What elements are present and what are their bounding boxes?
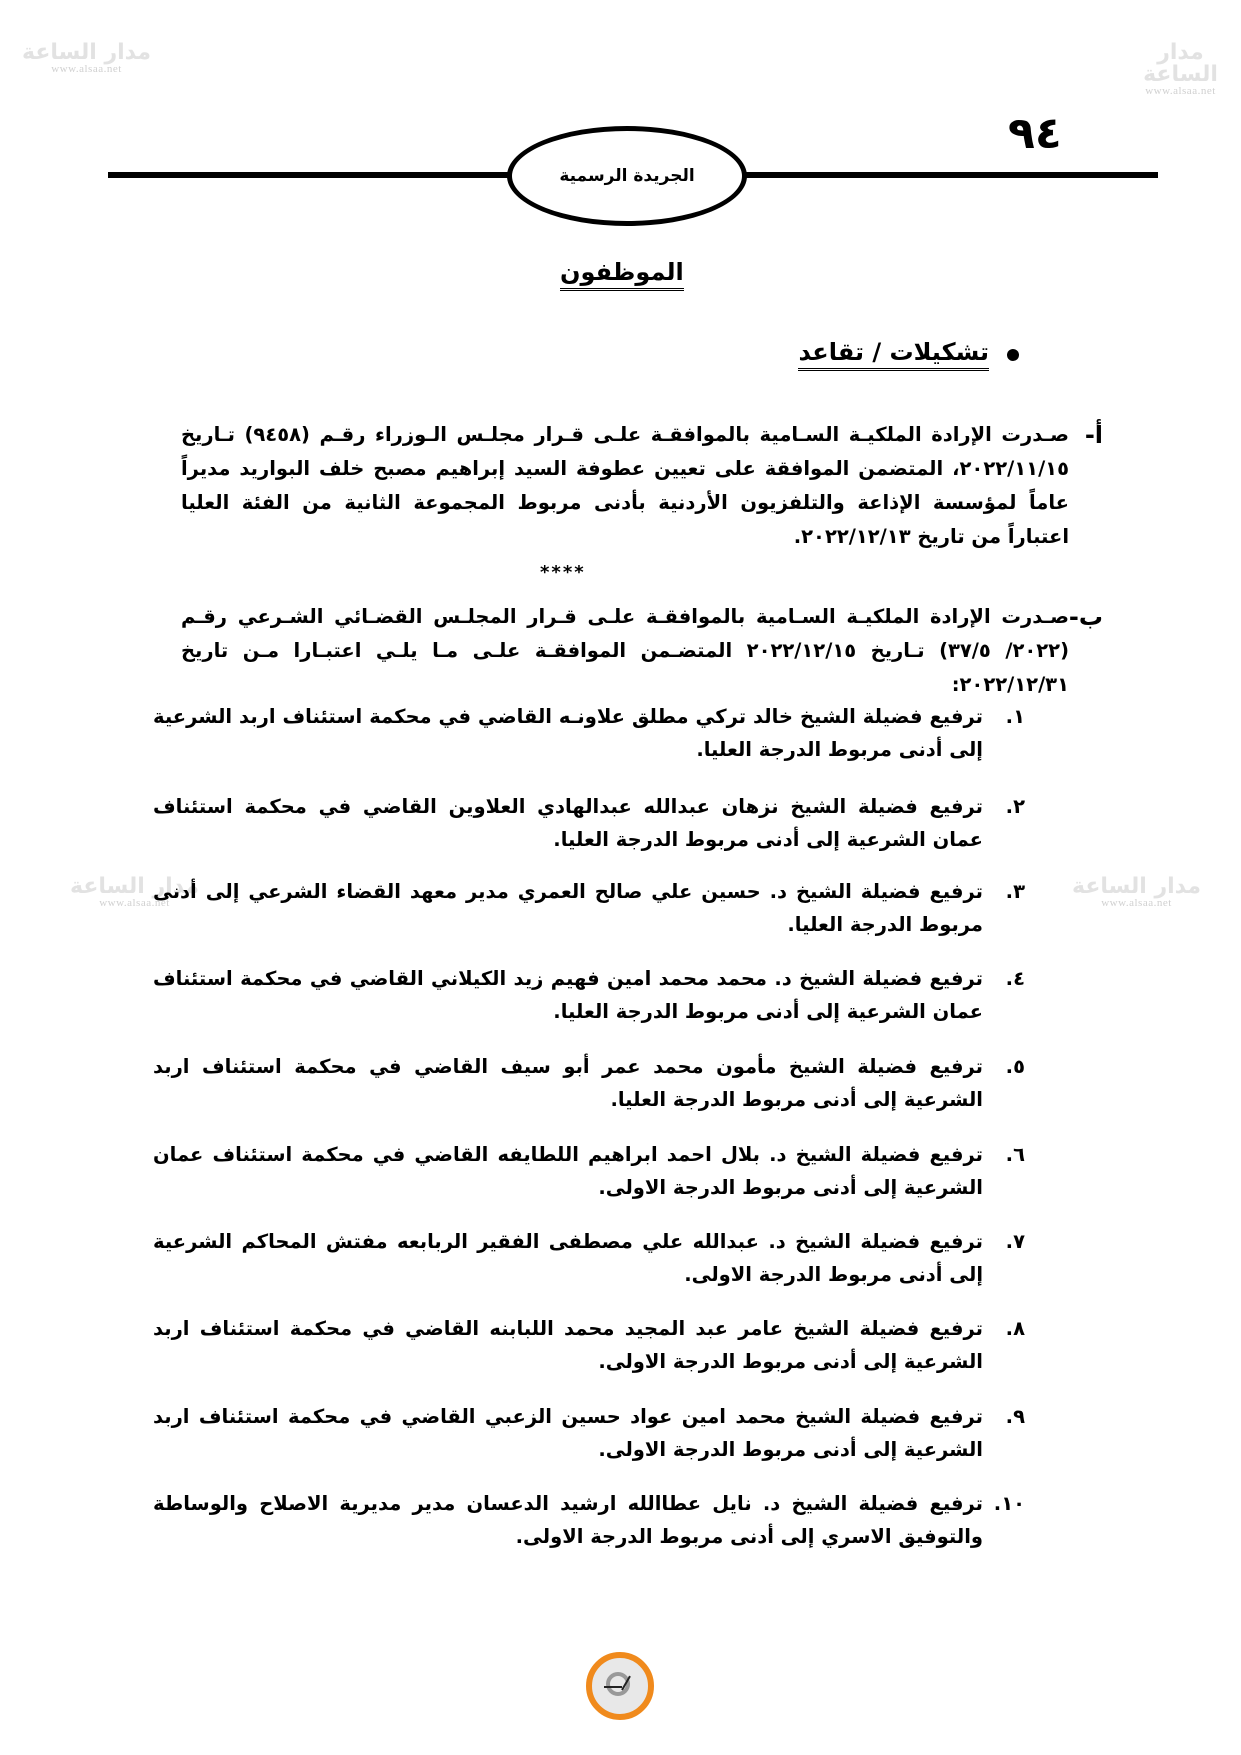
section-title: الموظفون bbox=[560, 258, 684, 291]
watermark-text: مدار الساعة bbox=[22, 40, 152, 65]
paragraph-a bbox=[181, 418, 1103, 554]
paragraph-marker: أ- bbox=[1084, 421, 1103, 449]
watermark-text: مدار الساعة bbox=[1072, 874, 1202, 899]
list-item bbox=[153, 1050, 1025, 1116]
list-item bbox=[153, 1400, 1025, 1466]
watermark-top-right bbox=[1120, 42, 1241, 97]
list-item bbox=[153, 790, 1025, 856]
paragraph-text: صـدرت الإرادة الملكيـة السـامية بالموافقـة علـى قـرار المجلـس القضـائي الشـرعي رقـم (٢٠٢٢/ ٣٧/٥) تـاريخ ٢٠٢٢/١٢/١٥ المتضـمن الموافقـة علـى مـا يلـي اعتبـارا مـن تاريخ ٢٠٢٢/١٢/٣١: bbox=[181, 605, 1069, 696]
item-number: ٩. bbox=[1005, 1405, 1025, 1428]
item-text: ترفيع فضيلة الشيخ عامر عبد المجيد محمد اللبابنه القاضي في محكمة استئناف اربد الشرعية إلى أدنى مربوط الدرجة الاولى. bbox=[153, 1317, 983, 1373]
watermark-url: www.alsaa.net bbox=[99, 897, 170, 909]
list-item bbox=[153, 962, 1025, 1028]
item-number: ٤. bbox=[1005, 967, 1025, 990]
clock-logo-icon bbox=[586, 1652, 654, 1720]
subsection-heading bbox=[798, 338, 1019, 371]
watermark-url: www.alsaa.net bbox=[1145, 85, 1216, 97]
item-text: ترفيع فضيلة الشيخ د. عبدالله علي مصطفى الفقير الربابعه مفتش المحاكم الشرعية إلى أدنى مربوط الدرجة الاولى. bbox=[153, 1230, 983, 1286]
list-item bbox=[153, 1138, 1025, 1204]
item-text: ترفيع فضيلة الشيخ مأمون محمد عمر أبو سيف القاضي في محكمة استئناف اربد الشرعية إلى أدنى مربوط الدرجة العليا. bbox=[153, 1055, 983, 1111]
watermark-text: مدار الساعة bbox=[70, 874, 200, 899]
item-text: ترفيع فضيلة الشيخ د. محمد محمد امين فهيم زيد الكيلاني القاضي في محكمة استئناف عمان الشرعية إلى أدنى مربوط الدرجة العليا. bbox=[153, 967, 983, 1023]
list-item bbox=[153, 1225, 1025, 1291]
paragraph-text: صـدرت الإرادة الملكيـة السـامية بالموافقـة علـى قـرار مجلـس الـوزراء رقـم (٩٤٥٨) تـاريخ ٢٠٢٢/١١/١٥، المتضمن الموافقة على تعيين عطوفة السيد إبراهيم مصبح خلف البواريد مديراً عاماً لمؤسسة الإذاعة والتلفزيون الأردنية بأدنى مربوط المجموعة الثانية من الفئة العليا اعتباراً من تاريخ ٢٠٢٢/١٢/١٣. bbox=[181, 423, 1069, 548]
item-number: ٣. bbox=[1005, 880, 1025, 903]
watermark-text: مدار الساعة bbox=[1143, 40, 1218, 87]
separator: **** bbox=[540, 562, 586, 583]
item-text: ترفيع فضيلة الشيخ د. حسين علي صالح العمري مدير معهد القضاء الشرعي إلى أدنى مربوط الدرجة العليا. bbox=[153, 880, 983, 936]
watermark-url: www.alsaa.net bbox=[1101, 897, 1172, 909]
gazette-title: الجريدة الرسمية bbox=[559, 166, 695, 186]
list-item bbox=[153, 1487, 1025, 1553]
item-text: ترفيع فضيلة الشيخ نزهان عبدالله عبدالهادي العلاوين القاضي في محكمة استئناف عمان الشرعية إلى أدنى مربوط الدرجة العليا. bbox=[153, 795, 983, 851]
clock-hand bbox=[604, 1686, 622, 1688]
gazette-title-oval bbox=[507, 126, 747, 226]
item-number: ٦. bbox=[1005, 1143, 1025, 1166]
item-number: ٥. bbox=[1005, 1055, 1025, 1078]
list-item bbox=[153, 700, 1025, 766]
item-number: ١٠. bbox=[993, 1492, 1025, 1515]
list-item bbox=[153, 875, 1025, 941]
paragraph-b bbox=[181, 600, 1103, 702]
list-item bbox=[153, 1312, 1025, 1378]
item-number: ١. bbox=[1005, 705, 1025, 728]
watermark-url: www.alsaa.net bbox=[51, 63, 122, 75]
page-number: ٩٤ bbox=[1008, 108, 1062, 159]
item-text: ترفيع فضيلة الشيخ د. نايل عطاالله ارشيد الدعسان مدير مديرية الاصلاح والوساطة والتوفيق الاسري إلى أدنى مربوط الدرجة الاولى. bbox=[153, 1492, 983, 1548]
item-number: ٧. bbox=[1005, 1230, 1025, 1253]
item-text: ترفيع فضيلة الشيخ محمد امين عواد حسين الزعبي القاضي في محكمة استئناف اربد الشرعية إلى أدنى مربوط الدرجة الاولى. bbox=[153, 1405, 983, 1461]
item-number: ٨. bbox=[1005, 1317, 1025, 1340]
subsection-title: تشكيلات / تقاعد bbox=[798, 338, 989, 371]
bullet-icon bbox=[1007, 349, 1019, 361]
watermark-top-left bbox=[22, 42, 151, 75]
paragraph-marker: ب- bbox=[1068, 603, 1103, 631]
watermark-mid-right bbox=[1072, 876, 1201, 909]
item-number: ٢. bbox=[1005, 795, 1025, 818]
item-text: ترفيع فضيلة الشيخ خالد تركي مطلق علاونـه القاضي في محكمة استئناف اربد الشرعية إلى أدنى مربوط الدرجة العليا. bbox=[153, 705, 983, 761]
item-text: ترفيع فضيلة الشيخ د. بلال احمد ابراهيم اللطايفه القاضي في محكمة استئناف عمان الشرعية إلى أدنى مربوط الدرجة الاولى. bbox=[153, 1143, 983, 1199]
